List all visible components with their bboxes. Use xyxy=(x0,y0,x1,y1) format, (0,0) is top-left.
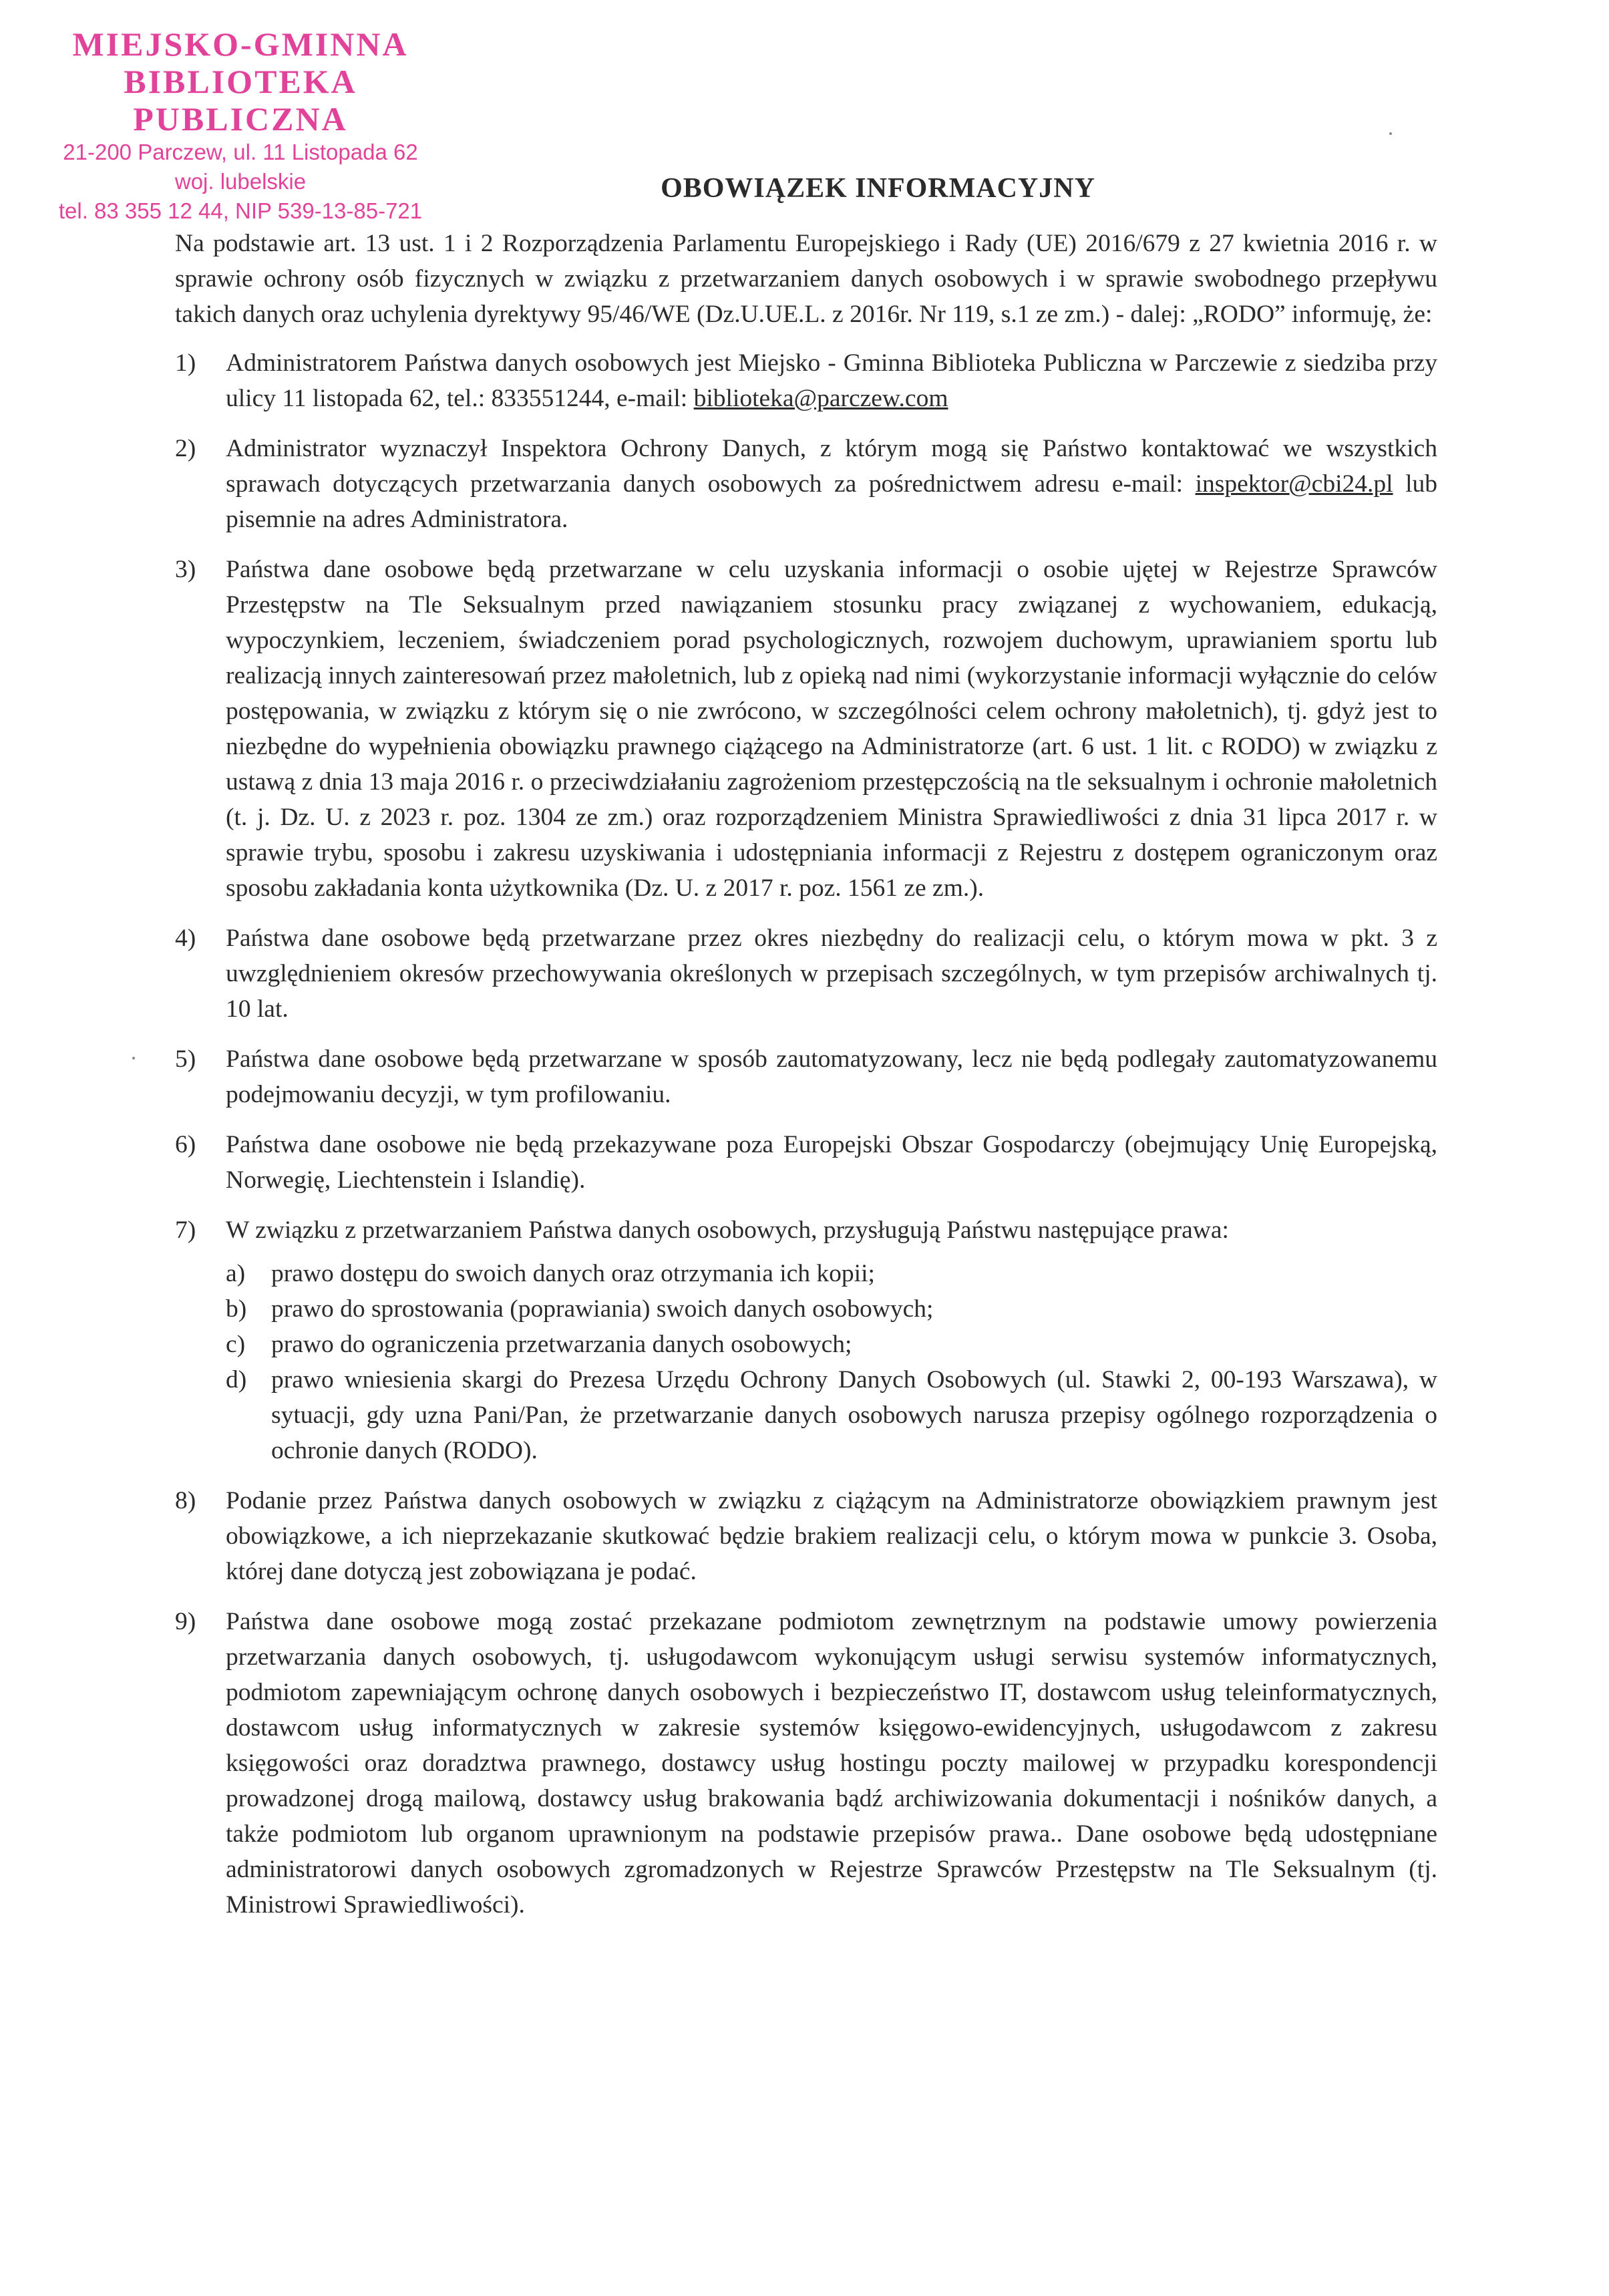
list-item xyxy=(175,1127,1437,1198)
item-number: 2) xyxy=(175,435,196,462)
item-number: 7) xyxy=(175,1216,196,1244)
sublist-item xyxy=(226,1291,1437,1327)
document-title: OBOWIĄZEK INFORMACYJNY xyxy=(661,173,1095,204)
item-text: Państwa dane osobowe będą przetwarzane przez okres niezbędny do realizacji celu, o którym mowa w pkt. 3 z uwzględnieniem okresów przechowywania określonych w przepisach szczególnych, w tym przepisów archiwalnych tj. 10 lat. xyxy=(226,925,1437,1023)
item-number: 1) xyxy=(175,349,196,377)
sub-text: prawo dostępu do swoich danych oraz otrzymania ich kopii; xyxy=(271,1260,875,1287)
sub-text: prawo wniesienia skargi do Prezesa Urzędu Ochrony Danych Osobowych (ul. Stawki 2, 00-193 Warszawa), w sytuacji, gdy uzna Pani/Pan, że przetwarzanie danych osobowych narusza przepisy ogólnego rozporządzenia o ochronie danych (RODO). xyxy=(271,1366,1437,1464)
document-body xyxy=(175,226,1437,1937)
item-number: 4) xyxy=(175,925,196,952)
stamp-line-2: BIBLIOTEKA PUBLICZNA xyxy=(124,63,357,138)
intro-paragraph: Na podstawie art. 13 ust. 1 i 2 Rozporządzenia Parlamentu Europejskiego i Rady (UE) 2016/679 z 27 kwietnia 2016 r. w sprawie ochrony osób fizycznych w związku z przetwarzaniem danych osobowych i w sprawie swobodnego przepływu takich danych oraz uchylenia dyrektywy 95/46/WE (Dz.U.UE.L. z 2016r. Nr 119, s.1 ze zm.) - dalej: „RODO” informuję, że: xyxy=(175,230,1437,328)
list-item xyxy=(175,552,1437,906)
stamp-line-1: MIEJSKO-GMINNA xyxy=(72,25,409,63)
stamp-region: woj. lubelskie xyxy=(174,169,307,194)
library-email-link[interactable]: biblioteka@parczew.com xyxy=(693,385,948,412)
scan-speck xyxy=(1389,132,1392,135)
stamp-address: 21-200 Parczew, ul. 11 Listopada 62 xyxy=(63,140,418,164)
item-text: W związku z przetwarzaniem Państwa danych osobowych, przysługują Państwu następujące prawa: xyxy=(226,1216,1229,1244)
sublist-item xyxy=(226,1362,1437,1468)
sub-text: prawo do sprostowania (poprawiania) swoich danych osobowych; xyxy=(271,1295,934,1323)
sublist-item xyxy=(226,1256,1437,1291)
scan-speck xyxy=(132,1057,135,1059)
list-item xyxy=(175,431,1437,537)
item-number: 3) xyxy=(175,556,196,583)
item-text: Podanie przez Państwa danych osobowych w związku z ciążącym na Administratorze obowiązkiem prawnym jest obowiązkowe, a ich nieprzekazanie skutkować będzie brakiem realizacji celu, o którym mowa w punkcie 3. Osoba, której dane dotyczą jest zobowiązana je podać. xyxy=(226,1487,1437,1585)
item-text: Administrator wyznaczył Inspektora Ochrony Danych, z którym mogą się Państwo kontaktować we wszystkich sprawach dotyczących przetwarzania danych osobowych za pośrednictwem adresu e-mail: xyxy=(226,435,1437,498)
list-item xyxy=(175,1041,1437,1112)
stamp-contact: tel. 83 355 12 44, NIP 539-13-85-721 xyxy=(58,198,423,223)
rights-sublist xyxy=(226,1256,1437,1468)
sublist-item xyxy=(226,1327,1437,1362)
item-text: Państwa dane osobowe będą przetwarzane w celu uzyskania informacji o osobie ujętej w Rejestrze Sprawców Przestępstw na Tle Seksualnym przed nawiązaniem stosunku pracy związanej z wychowaniem, edukacją, wypoczynkiem, leczeniem, świadczeniem porad psychologicznych, rozwojem duchowym, uprawianiem sportu lub realizacją innych zainteresowań przez małoletnich, lub z opieką nad nimi (wykorzystanie informacji wyłącznie do celów postępowania, w związku z którym się o nie zwrócono, w szczególności celem ochrony małoletnich), tj. gdyż jest to niezbędne do wypełnienia obowiązku prawnego ciążącego na Administratorze (art. 6 ust. 1 lit. c RODO) w związku z ustawą z dnia 13 maja 2016 r. o przeciwdziałaniu zagrożeniom przestępczością na tle seksualnym i ochronie małoletnich (t. j. Dz. U. z 2023 r. poz. 1304 ze zm.) oraz rozporządzeniem Ministra Sprawiedliwości z dnia 31 lipca 2017 r. w sprawie trybu, sposobu i zakresu uzyskiwania i udostępniania informacji z Rejestru z dostępem ograniczonym oraz sposobu zakładania konta użytkownika (Dz. U. z 2017 r. poz. 1561 ze zm.). xyxy=(226,556,1437,902)
item-number: 5) xyxy=(175,1045,196,1073)
item-text: Administratorem Państwa danych osobowych jest Miejsko - Gminna Biblioteka Publiczna w Parczewie z siedziba przy ulicy 11 listopada 62, tel.: 833551244, e-mail: xyxy=(226,349,1437,412)
sub-letter: c) xyxy=(226,1331,246,1358)
sub-letter: b) xyxy=(226,1295,247,1323)
item-text: Państwa dane osobowe nie będą przekazywane poza Europejski Obszar Gospodarczy (obejmujący Unię Europejską, Norwegię, Liechtenstein i Islandię). xyxy=(226,1131,1437,1194)
item-text: Państwa dane osobowe mogą zostać przekazane podmiotom zewnętrznym na podstawie umowy powierzenia przetwarzania danych osobowych, tj. usługodawcom wykonującym usługi serwisu systemów informatycznych, podmiotom zapewniającym ochronę danych osobowych i bezpieczeństwo IT, dostawcom usług teleinformatycznych, dostawcom usług informatycznych w zakresie systemów księgowo-ewidencyjnych, usługodawcom z zakresu księgowości oraz doradztwa prawnego, dostawcy usług hostingu poczty mailowej w przypadku korespondencji prowadzonej drogą mailową, dostawcy usług brakowania bądź archiwizowania dokumentacji i nośników danych, a także podmiotom lub organom uprawnionym na podstawie przepisów prawa.. Dane osobowe będą udostępniane administratorowi danych osobowych zgromadzonych w Rejestrze Sprawców Przestępstw na Tle Seksualnym (tj. Ministrowi Sprawiedliwości). xyxy=(226,1608,1437,1919)
list-item xyxy=(175,921,1437,1027)
item-text-after: lub pisemnie na adres Administratora. xyxy=(226,470,1437,533)
sub-letter: d) xyxy=(226,1366,247,1393)
list-item xyxy=(175,1212,1437,1468)
inspector-email-link[interactable]: inspektor@cbi24.pl xyxy=(1195,470,1393,498)
item-number: 8) xyxy=(175,1487,196,1514)
list-item xyxy=(175,1604,1437,1923)
item-text: Państwa dane osobowe będą przetwarzane w sposób zautomatyzowany, lecz nie będą podlegały zautomatyzowanemu podejmowaniu decyzji, w tym profilowaniu. xyxy=(226,1045,1437,1108)
sub-text: prawo do ograniczenia przetwarzania danych osobowych; xyxy=(271,1331,852,1358)
item-number: 6) xyxy=(175,1131,196,1158)
sub-letter: a) xyxy=(226,1260,246,1287)
list-item xyxy=(175,345,1437,416)
list-item xyxy=(175,1483,1437,1589)
item-number: 9) xyxy=(175,1608,196,1635)
